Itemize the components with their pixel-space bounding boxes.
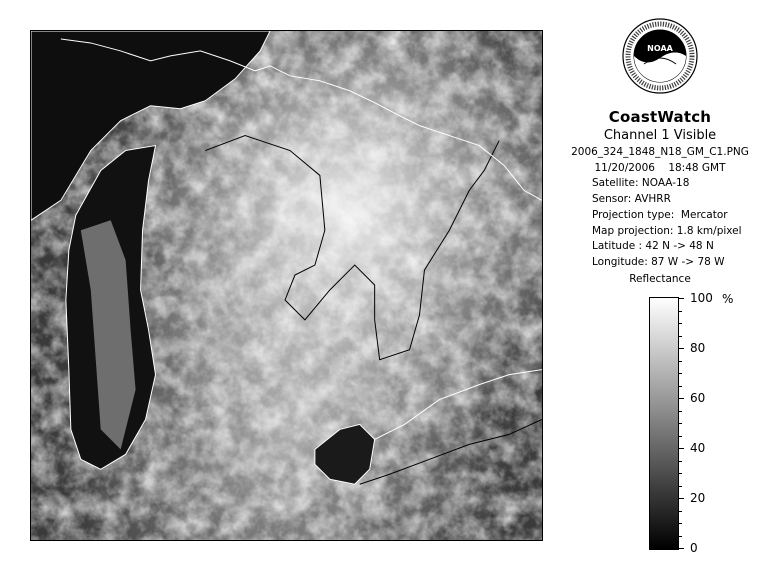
colorbar-minor-tick (679, 411, 682, 412)
colorbar-minor-tick (679, 361, 682, 362)
colorbar-minor-tick (679, 473, 682, 474)
colorbar-tick-label: 60 (690, 391, 706, 405)
colorbar-major-tick (679, 498, 684, 499)
legend-unit: % (722, 292, 734, 306)
reflectance-colorbar (649, 297, 679, 550)
logo-center-text: NOAA (647, 44, 673, 53)
colorbar-tick-label: 0 (690, 541, 698, 555)
colorbar-minor-tick (679, 523, 682, 524)
latitude-text: Latitude : 42 N -> 48 N (592, 240, 714, 253)
legend-title: Reflectance (629, 273, 691, 285)
colorbar-minor-tick (679, 536, 682, 537)
colorbar-minor-tick (679, 373, 682, 374)
metadata-block (560, 145, 760, 271)
colorbar-minor-tick (679, 486, 682, 487)
colorbar-minor-tick (679, 323, 682, 324)
noaa-logo (622, 18, 698, 94)
projection-type-text: Projection type: Mercator (592, 208, 728, 221)
satellite-text: Satellite: NOAA-18 (592, 177, 690, 190)
channel-label: Channel 1 Visible (603, 128, 717, 143)
colorbar-minor-tick (679, 461, 682, 462)
colorbar-tick-label: 40 (690, 441, 706, 455)
colorbar-minor-tick (679, 436, 682, 437)
colorbar-major-tick (679, 398, 684, 399)
colorbar-major-tick (679, 448, 684, 449)
colorbar-minor-tick (679, 386, 682, 387)
satellite-image (30, 30, 543, 541)
colorbar-minor-tick (679, 336, 682, 337)
colorbar-minor-tick (679, 423, 682, 424)
colorbar-major-tick (679, 548, 684, 549)
colorbar-tick-label: 100 (690, 291, 713, 305)
longitude-text: Longitude: 87 W -> 78 W (592, 255, 725, 268)
map-canvas (31, 31, 542, 540)
sensor-text: Sensor: AVHRR (592, 193, 671, 206)
colorbar-major-tick (679, 298, 684, 299)
colorbar-minor-tick (679, 311, 682, 312)
colorbar-tick-label: 20 (690, 491, 706, 505)
colorbar-tick-label: 80 (690, 341, 706, 355)
datetime-text: 11/20/2006 18:48 GMT (594, 161, 726, 174)
product-title: CoastWatch (608, 108, 712, 126)
colorbar-minor-tick (679, 511, 682, 512)
filename-text: 2006_324_1848_N18_GM_C1.PNG (571, 146, 749, 158)
colorbar-major-tick (679, 348, 684, 349)
map-projection-text: Map projection: 1.8 km/pixel (592, 224, 742, 237)
